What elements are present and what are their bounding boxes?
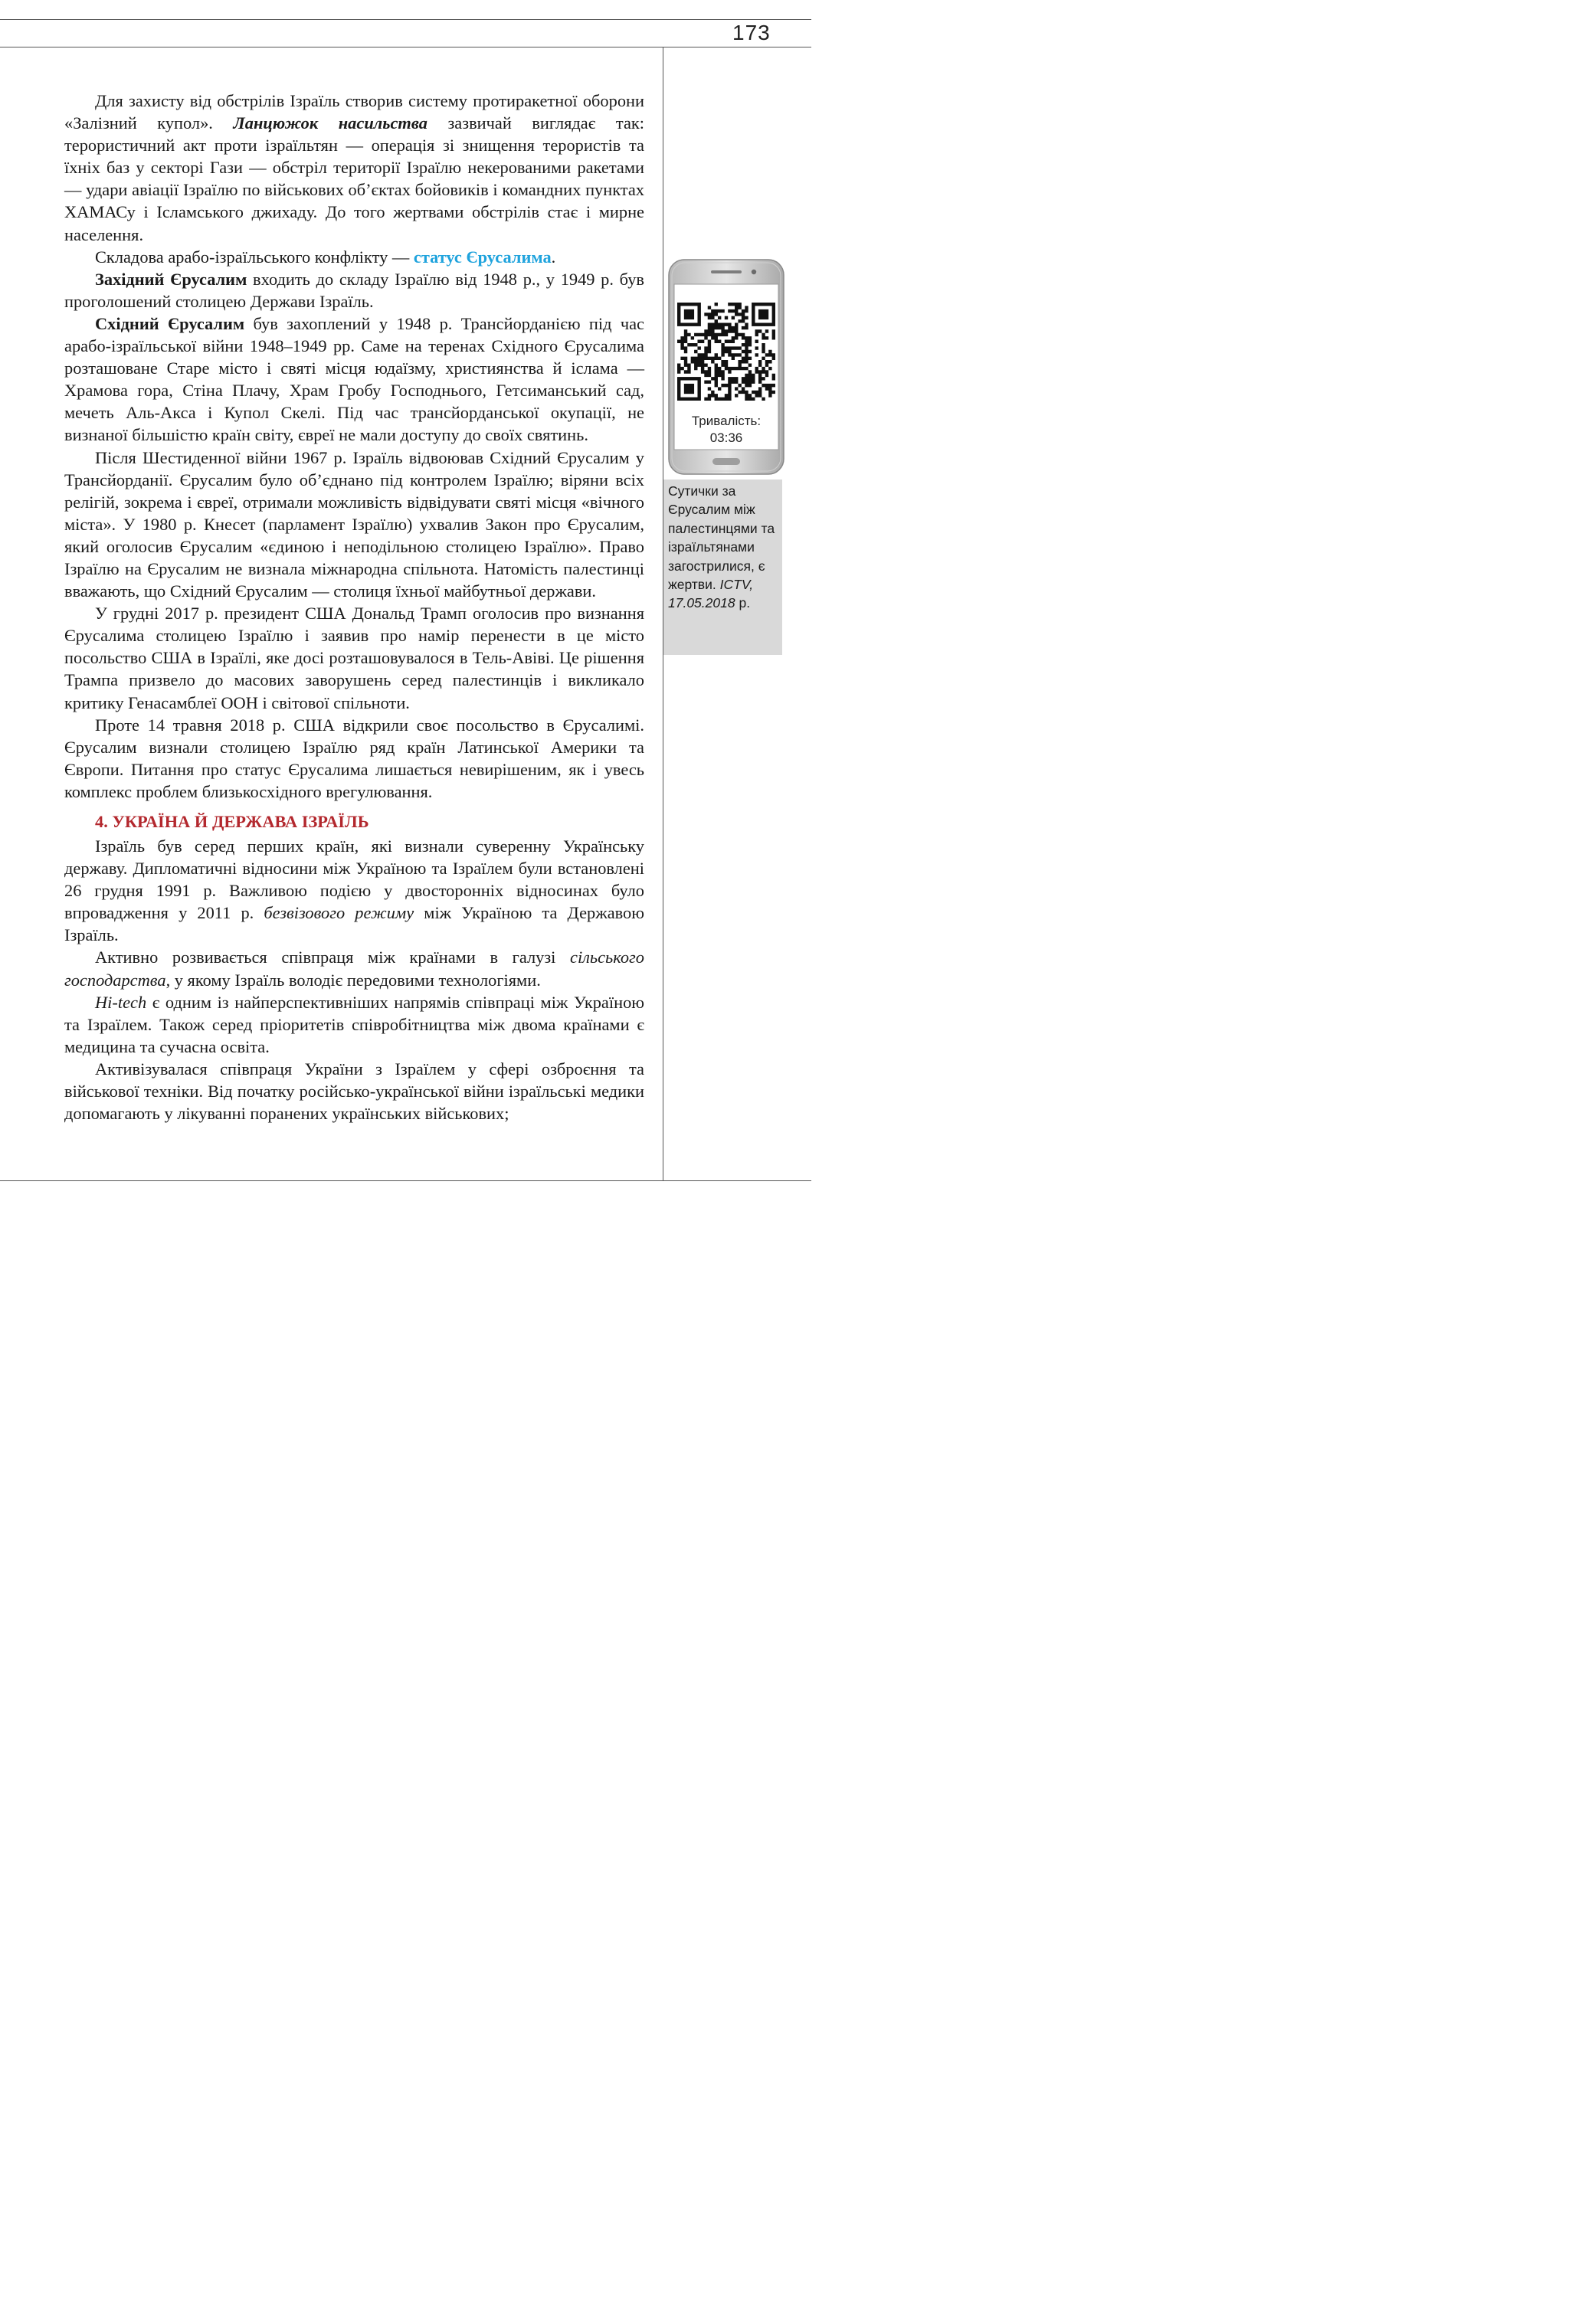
bottom-rule (0, 1180, 811, 1181)
duration-label: Тривалість: (691, 414, 762, 428)
paragraph: Східний Єрусалим був захоплений у 1948 р. Трансйорданією під час арабо-ізраїльської війни 1948–1949 рр. Саме на теренах Східного Єрусалима розташоване Старе місто і святі місця юдаїзму, християнства й ісламa — Храмова гора, Стіна Плачу, Храм Гробу Господнього, Гетсиманський сад, мечеть Аль-Акса і Купол Скелі. Під час трансйорданської окупації, не визнаної більшістю країн світу, євреї не мали доступу до своїх святинь. (64, 313, 644, 445)
paragraph: Складова арабо-ізраїльського конфлікту — статус Єрусалима. (95, 247, 556, 267)
term-east-jerusalem: Східний Єрусалим (95, 313, 245, 333)
paragraph: Для захисту від обстрілів Ізраїль створив систему протиракетної оборони «Залізний купол». Ланцюжок насильства зазвичай виглядає так: терористичний акт проти ізраїльтян — операція зі знищення терористів та їхніх баз у секторі Гази — обстріл території Ізраїлю некерованими ракетами — удари авіації Ізраїлю по військових об’єктах бойовиків і командних пунктах ХАМАСу і Ісламського джихаду. До того жертвами обстрілів стає і мирне населення. (64, 91, 644, 244)
term-violence-chain: Ланцюжок насильства (233, 113, 427, 133)
paragraph: Проте 14 травня 2018 р. США відкрили своє посольство в Єрусалимі. Єрусалим визнали столицею Ізраїлю ряд країн Латинської Америки та Європи. Питання про статус Єрусалима лишається невирішеним, як і увесь комплекс проблем близькосхідного врегулювання. (64, 715, 644, 801)
paragraph: Hi-tech є одним із найперспективніших напрямів співпраці між Україною та Ізраїлем. Також серед пріоритетів співробітництва між двома країнами є медицина та сучасна освіта. (64, 992, 644, 1056)
paragraph: Активізувалася співпраця України з Ізраїлем у сфері озброєння та військової техніки. Від початку російсько-української війни ізраїльські медики допомагають у лікуванні поранених українських військових; (64, 1059, 644, 1124)
caption-source-tail: р. (735, 595, 751, 611)
main-text (64, 90, 644, 1124)
qr-code-icon (677, 303, 775, 401)
top-rule (0, 19, 811, 20)
section-heading: 4. УКРАЇНА Й ДЕРЖАВА ІЗРАЇЛЬ (95, 812, 369, 831)
caption-source: ICTV, 17.05.2018 (668, 577, 754, 611)
term-west-jerusalem: Західний Єрусалим (95, 269, 247, 289)
paragraph: Західний Єрусалим входить до складу Ізраїлю від 1948 р., у 1949 р. був проголошений столицею Держави Ізраїль. (64, 269, 644, 311)
paragraph: Ізраїль був серед перших країн, які визнали суверенну Українську державу. Дипломатичні відносини між Україною та Ізраїлем були встановлені 26 грудня 1991 р. Важливою подією у двосторонніх відносинах було впровадження у 2011 р. безвізового режиму між Україною та Державою Ізраїль. (64, 836, 644, 945)
video-caption (663, 480, 782, 655)
paragraph: У грудні 2017 р. президент США Дональд Трамп оголосив про визнання Єрусалима столицею Ізраїлю і заявив про намір перенести в це місто посольство США в Ізраїлі, яке досі розташовувалося в Тель-Авіві. Це рішення Трампа призвело до масових заворушень серед палестинців і викликало критику Генасамблеї ООН і світової спільноти. (64, 604, 644, 712)
duration-value: 03:36 (709, 430, 743, 445)
caption-text: Сутички за Єрусалим між палестинцями та ізраїльтянами загострилися, є жертви. (668, 483, 775, 593)
paragraph: Активно розвивається співпраця між країнами в галузі сільського господарства, у якому Ізраїль володіє передовими технологіями. (64, 948, 644, 990)
video-duration (674, 413, 778, 447)
highlight-jerusalem-status: статус Єрусалима (413, 247, 552, 267)
page-number: 173 (732, 21, 771, 44)
paragraph: Після Шестиденної війни 1967 р. Ізраїль відвоював Східний Єрусалим у Трансйорданії. Єрусалим було об’єднано під контролем Ізраїлю; віряни всіх релігій, зокрема і євреї, отримали можливість відвідувати святі місця «вічного міста». У 1980 р. Кнесет (парламент Ізраїлю) ухвалив Закон про Єрусалим, який оголосив Єрусалим «єдиною і неподільною столицею Ізраїлю». Право Ізраїлю на Єрусалим не визнала міжнародна спільнота. Натомість палестинці вважають, що Східний Єрусалим — столиця їхньої майбутньої держави. (64, 447, 644, 601)
